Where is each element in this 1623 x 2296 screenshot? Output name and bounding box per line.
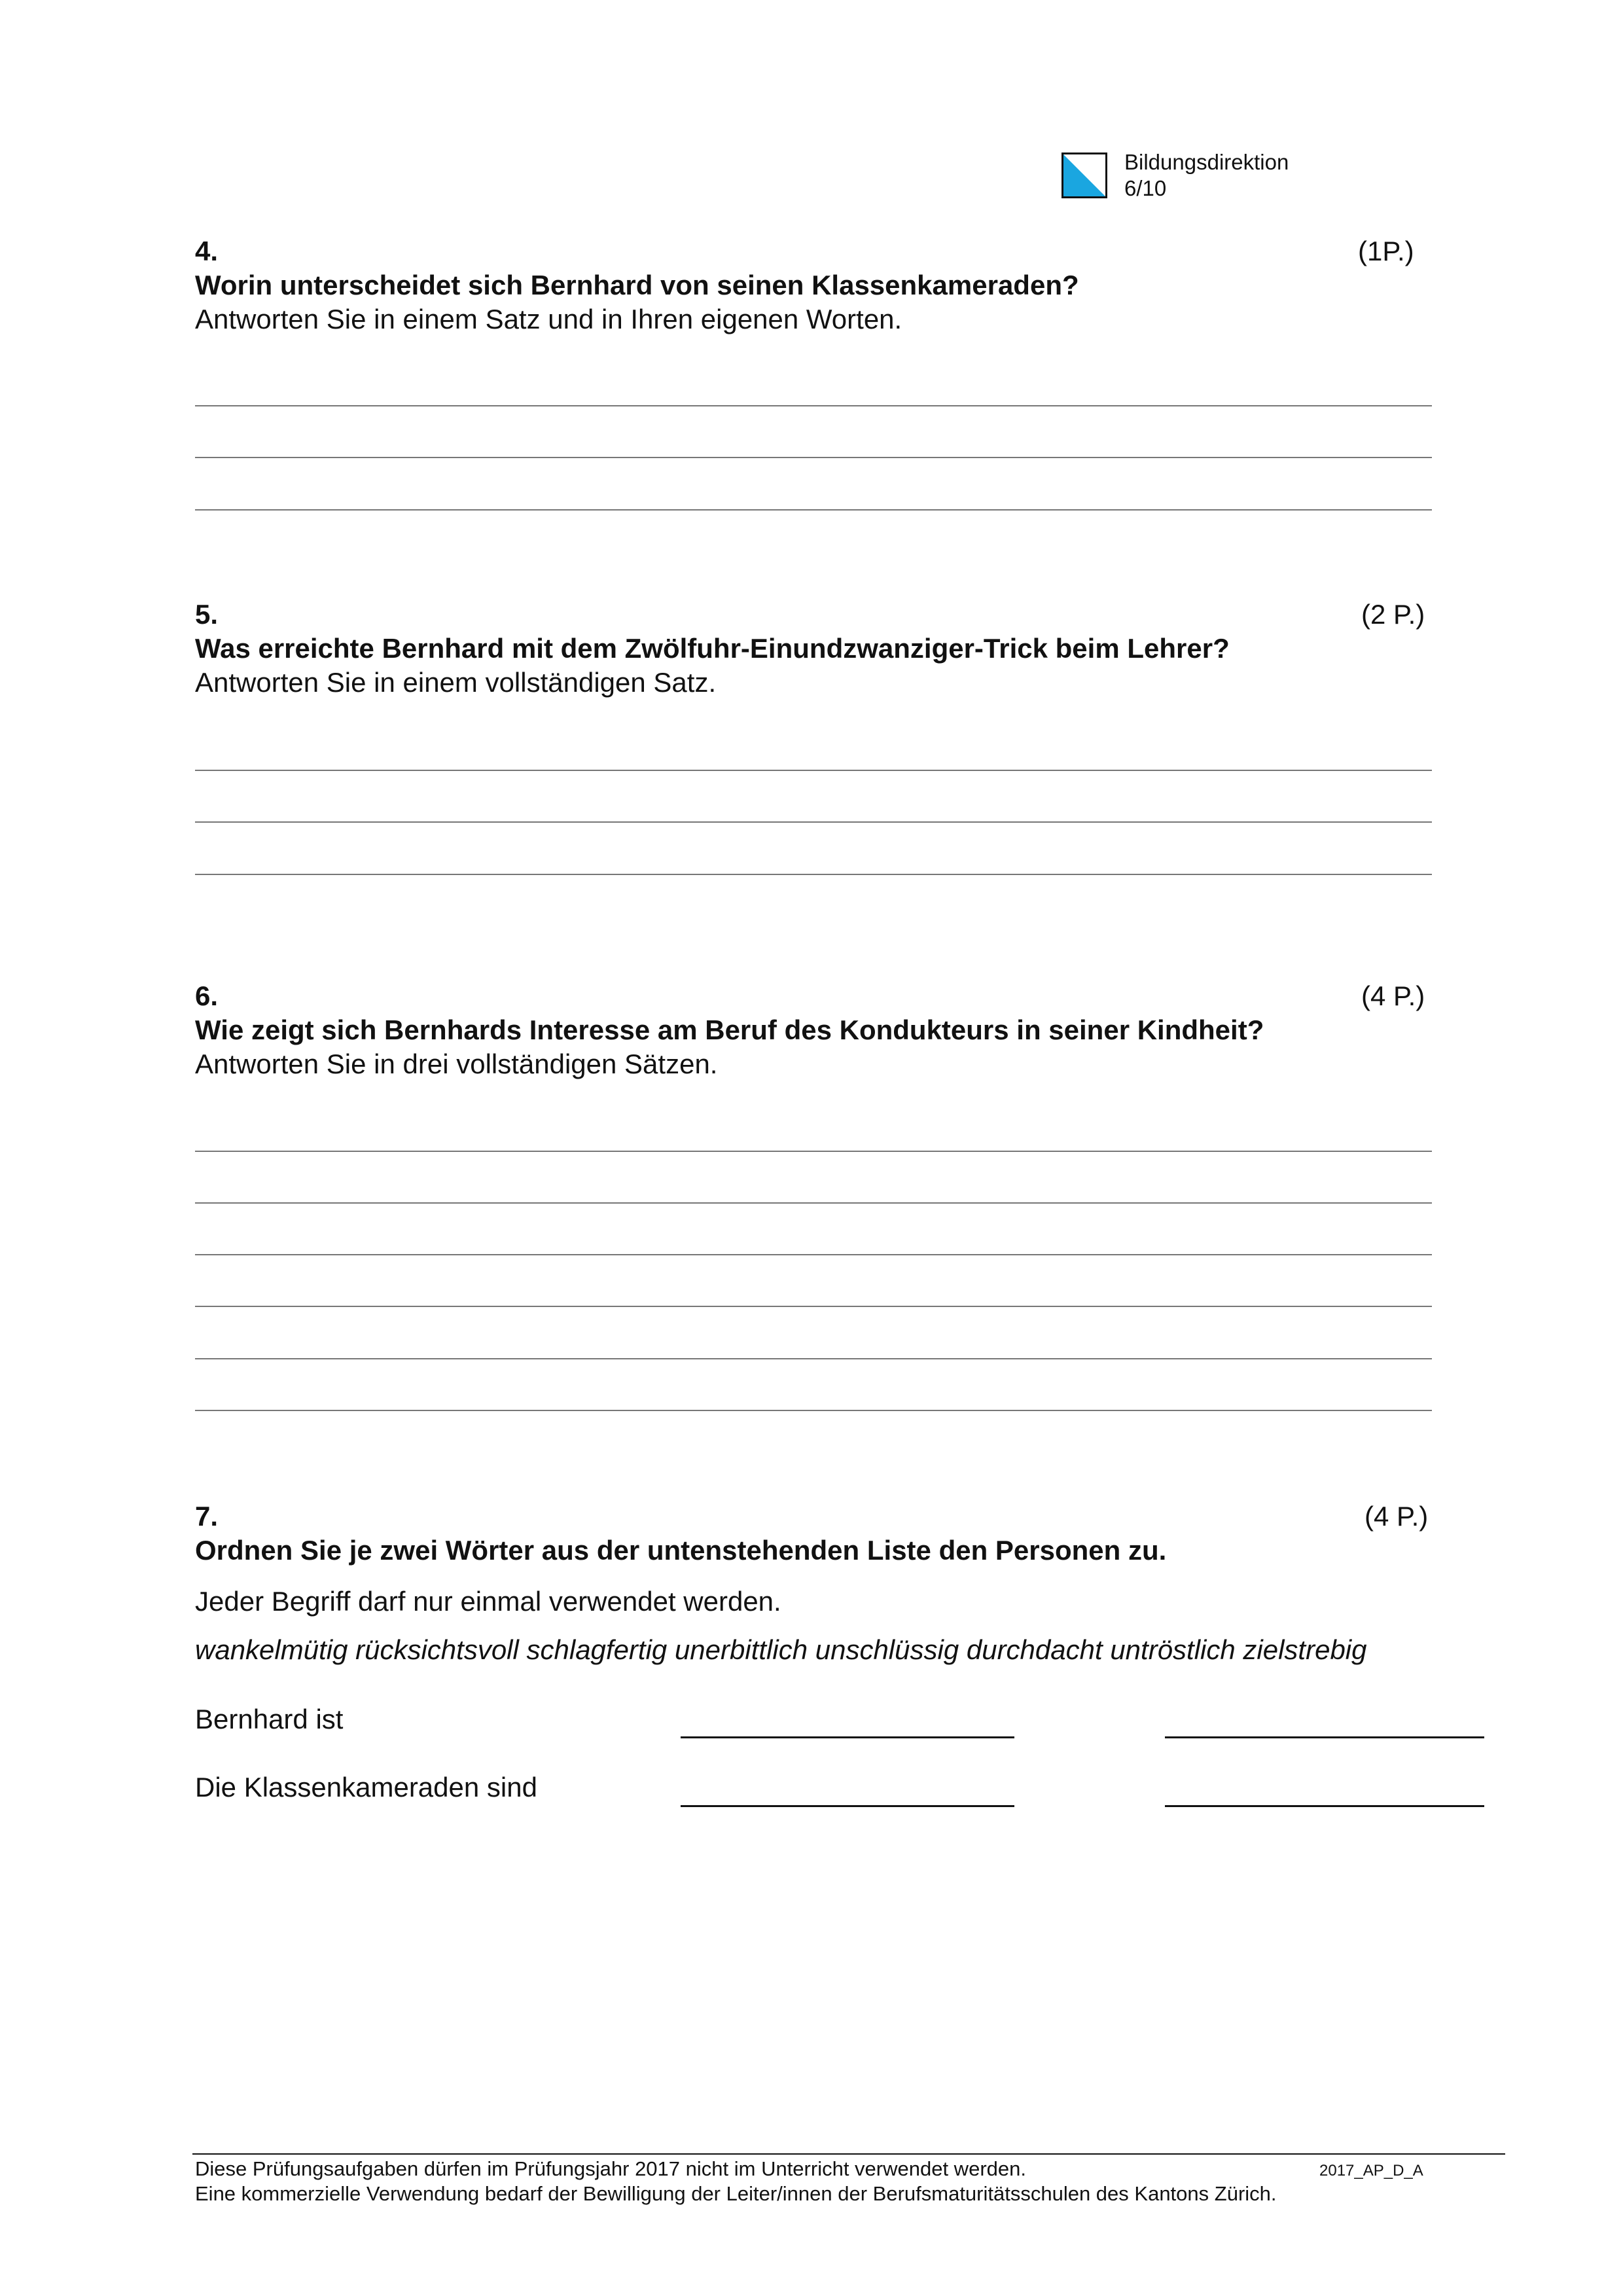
question-7-number: 7. bbox=[195, 1501, 219, 1532]
question-6-points: (4 P.) bbox=[1361, 980, 1425, 1011]
question-4-text: Worin unterscheidet sich Bernhard von seinen Klassenkameraden? bbox=[195, 270, 1079, 300]
answer-line[interactable] bbox=[195, 821, 1432, 823]
answer-line[interactable] bbox=[195, 770, 1432, 771]
word-list: wankelmütig rücksichtsvoll schlagfertig unerbittlich unschlüssig durchdacht untröstlich zielstrebig bbox=[195, 1634, 1367, 1665]
fill-in-line[interactable] bbox=[1165, 1736, 1484, 1738]
answer-line[interactable] bbox=[195, 1306, 1432, 1307]
question-6-number: 6. bbox=[195, 980, 219, 1011]
page-number: 6/10 bbox=[1124, 176, 1167, 200]
fill-in-line[interactable] bbox=[681, 1805, 1014, 1807]
question-4-number: 4. bbox=[195, 236, 219, 266]
footer-rule bbox=[192, 2153, 1505, 2155]
answer-line[interactable] bbox=[195, 1254, 1432, 1255]
question-7-instruction: Jeder Begriff darf nur einmal verwendet werden. bbox=[195, 1586, 781, 1617]
question-5-text: Was erreichte Bernhard mit dem Zwölfuhr-Einundzwanziger-Trick beim Lehrer? bbox=[195, 633, 1230, 664]
question-5-number: 5. bbox=[195, 599, 219, 630]
answer-line[interactable] bbox=[195, 457, 1432, 458]
question-4-points: (1P.) bbox=[1358, 236, 1414, 266]
footer-line-1: Diese Prüfungsaufgaben dürfen im Prüfungsjahr 2017 nicht im Unterricht verwendet werden. bbox=[195, 2157, 1026, 2180]
question-5-points: (2 P.) bbox=[1361, 599, 1425, 630]
org-name: Bildungsdirektion bbox=[1124, 150, 1289, 174]
question-6-instruction: Antworten Sie in drei vollständigen Sätzen. bbox=[195, 1049, 718, 1079]
answer-line[interactable] bbox=[195, 1410, 1432, 1411]
question-7-text: Ordnen Sie je zwei Wörter aus der untenstehenden Liste den Personen zu. bbox=[195, 1535, 1167, 1566]
answer-line[interactable] bbox=[195, 1202, 1432, 1204]
question-6-text: Wie zeigt sich Bernhards Interesse am Beruf des Kondukteurs in seiner Kindheit? bbox=[195, 1014, 1264, 1045]
fill-in-line[interactable] bbox=[1165, 1805, 1484, 1807]
answer-line[interactable] bbox=[195, 405, 1432, 406]
question-5-instruction: Antworten Sie in einem vollständigen Satz. bbox=[195, 667, 717, 698]
person-label-classmates: Die Klassenkameraden sind bbox=[195, 1772, 537, 1803]
footer-line-2: Eine kommerzielle Verwendung bedarf der Bewilligung der Leiter/innen der Berufsmaturitätsschulen des Kantons Zürich. bbox=[195, 2182, 1277, 2205]
fill-in-line[interactable] bbox=[681, 1736, 1014, 1738]
person-label-bernhard: Bernhard ist bbox=[195, 1704, 344, 1734]
answer-line[interactable] bbox=[195, 509, 1432, 511]
answer-line[interactable] bbox=[195, 874, 1432, 875]
document-code: 2017_AP_D_A bbox=[1319, 2162, 1423, 2179]
answer-line[interactable] bbox=[195, 1358, 1432, 1359]
answer-line[interactable] bbox=[195, 1151, 1432, 1152]
question-4-instruction: Antworten Sie in einem Satz und in Ihren eigenen Worten. bbox=[195, 304, 902, 334]
question-7-points: (4 P.) bbox=[1364, 1501, 1429, 1532]
canton-logo bbox=[1061, 152, 1107, 198]
